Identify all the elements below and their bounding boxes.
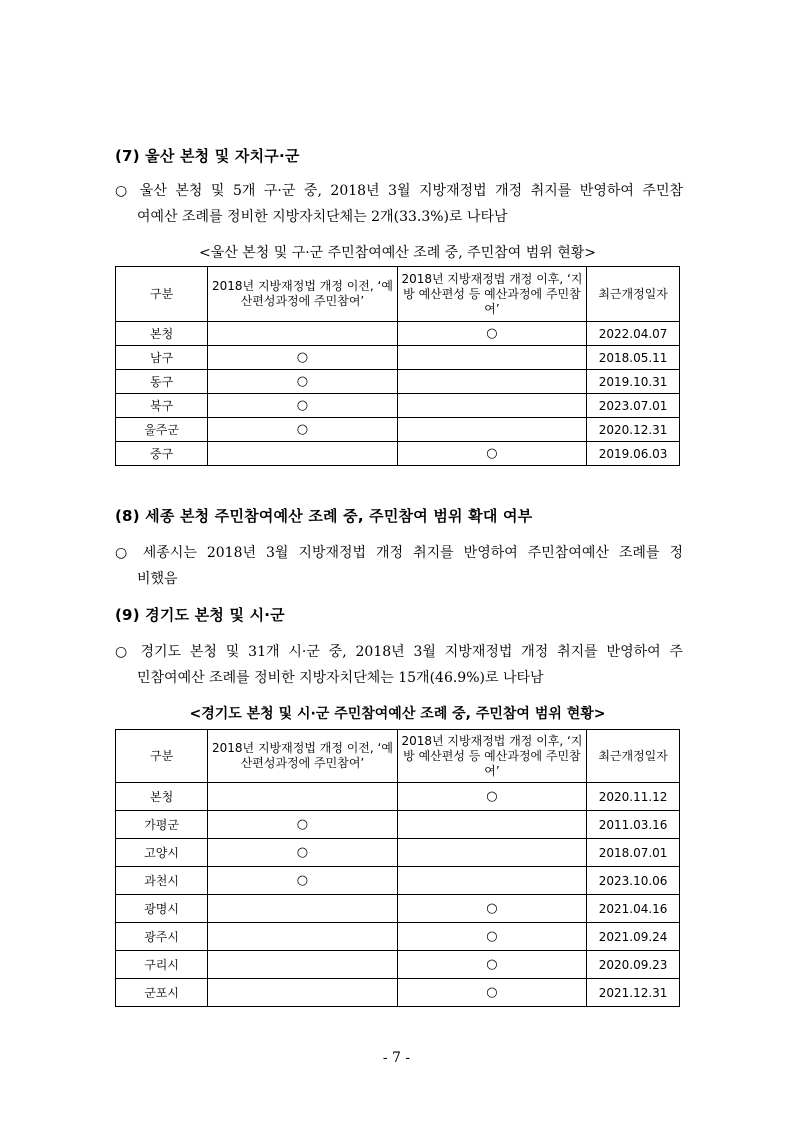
section-9-line-1: 경기도 본청 및 31개 시·군 중, 2018년 3월 지방재정법 개정 취지를 반영하여 주	[140, 644, 684, 660]
col-header-after: 2018년 지방재정법 개정 이후, ‘지방 예산편성 등 예산과정에 주민참여’	[397, 730, 586, 783]
cell-after-mark	[397, 418, 586, 442]
section-7-line-2: 여예산 조례를 정비한 지방자치단체는 2개(33.3%)로 나타남	[137, 209, 508, 225]
cell-before-mark: ○	[208, 811, 397, 839]
table-1-caption: <울산 본청 및 구·군 주민참여예산 조례 중, 주민참여 범위 현황>	[199, 245, 596, 261]
cell-after-mark: ○	[397, 783, 586, 811]
section-8-line-1: 세종시는 2018년 3월 지방재정법 개정 취지를 반영하여 주민참여예산 조례를 정	[142, 545, 683, 561]
cell-category: 북구	[116, 394, 208, 418]
cell-category: 중구	[116, 442, 208, 466]
col-header-after: 2018년 지방재정법 개정 이후, ‘지방 예산편성 등 예산과정에 주민참여’	[397, 267, 586, 322]
cell-after-mark: ○	[397, 979, 586, 1007]
cell-after-mark: ○	[397, 951, 586, 979]
cell-revision-date: 2020.11.12	[587, 783, 680, 811]
section-7-heading: (7) 울산 본청 및 자치구·군	[115, 147, 300, 165]
cell-revision-date: 2018.05.11	[587, 346, 680, 370]
cell-before-mark: ○	[208, 867, 397, 895]
ulsan-table	[115, 266, 680, 466]
cell-category: 본청	[116, 322, 208, 346]
col-header-date: 최근개정일자	[587, 267, 680, 322]
section-9-heading: (9) 경기도 본청 및 시·군	[115, 606, 285, 624]
col-header-before: 2018년 지방재정법 개정 이전, ‘예산편성과정에 주민참여’	[208, 730, 397, 783]
section-9-paragraph	[115, 639, 683, 691]
section-8-heading: (8) 세종 본청 주민참여예산 조례 중, 주민참여 범위 확대 여부	[115, 507, 533, 525]
cell-before-mark: ○	[208, 418, 397, 442]
page-number: - 7 -	[382, 1050, 411, 1066]
cell-revision-date: 2019.06.03	[587, 442, 680, 466]
cell-category: 동구	[116, 370, 208, 394]
bullet-circle: ○	[115, 183, 132, 199]
cell-before-mark: ○	[208, 839, 397, 867]
cell-revision-date: 2020.09.23	[587, 951, 680, 979]
cell-revision-date: 2019.10.31	[587, 370, 680, 394]
table-row	[116, 442, 680, 466]
cell-after-mark: ○	[397, 442, 586, 466]
table-row	[116, 370, 680, 394]
cell-revision-date: 2022.04.07	[587, 322, 680, 346]
cell-category: 군포시	[116, 979, 208, 1007]
table-row	[116, 783, 680, 811]
gyeonggi-table	[115, 729, 680, 1007]
cell-before-mark	[208, 442, 397, 466]
cell-after-mark	[397, 394, 586, 418]
cell-category: 광명시	[116, 895, 208, 923]
cell-before-mark	[208, 783, 397, 811]
cell-before-mark: ○	[208, 346, 397, 370]
cell-revision-date: 2023.07.01	[587, 394, 680, 418]
cell-revision-date: 2021.12.31	[587, 979, 680, 1007]
cell-revision-date: 2011.03.16	[587, 811, 680, 839]
table-row	[116, 923, 680, 951]
table-row	[116, 839, 680, 867]
table-row	[116, 394, 680, 418]
cell-category: 울주군	[116, 418, 208, 442]
cell-category: 가평군	[116, 811, 208, 839]
cell-category: 고양시	[116, 839, 208, 867]
section-7-line-1: 울산 본청 및 5개 구·군 중, 2018년 3월 지방재정법 개정 취지를 반영하여 주민참	[139, 183, 683, 199]
bullet-circle: ○	[115, 545, 133, 561]
cell-revision-date: 2021.04.16	[587, 895, 680, 923]
table-row	[116, 951, 680, 979]
table-row	[116, 346, 680, 370]
cell-category: 본청	[116, 783, 208, 811]
cell-after-mark: ○	[397, 923, 586, 951]
cell-before-mark	[208, 895, 397, 923]
cell-revision-date: 2020.12.31	[587, 418, 680, 442]
table-2-caption: <경기도 본청 및 시·군 주민참여예산 조례 중, 주민참여 범위 현황>	[189, 706, 606, 722]
cell-category: 과천시	[116, 867, 208, 895]
cell-after-mark	[397, 839, 586, 867]
section-8-paragraph	[115, 540, 683, 592]
col-header-before: 2018년 지방재정법 개정 이전, ‘예산편성과정에 주민참여’	[208, 267, 397, 322]
cell-after-mark	[397, 370, 586, 394]
cell-category: 남구	[116, 346, 208, 370]
col-header-category: 구분	[116, 730, 208, 783]
cell-before-mark	[208, 979, 397, 1007]
col-header-category: 구분	[116, 267, 208, 322]
cell-after-mark	[397, 811, 586, 839]
bullet-circle: ○	[115, 644, 132, 660]
section-7-paragraph	[115, 178, 683, 230]
cell-category: 구리시	[116, 951, 208, 979]
cell-category: 광주시	[116, 923, 208, 951]
table-row	[116, 418, 680, 442]
section-8-line-2: 비했음	[137, 571, 178, 587]
table-row	[116, 979, 680, 1007]
cell-before-mark: ○	[208, 370, 397, 394]
cell-after-mark	[397, 346, 586, 370]
cell-revision-date: 2023.10.06	[587, 867, 680, 895]
cell-after-mark: ○	[397, 322, 586, 346]
cell-before-mark	[208, 923, 397, 951]
col-header-date: 최근개정일자	[587, 730, 680, 783]
section-9-line-2: 민참여예산 조례를 정비한 지방자치단체는 15개(46.9%)로 나타남	[137, 670, 544, 686]
cell-before-mark	[208, 951, 397, 979]
cell-before-mark	[208, 322, 397, 346]
table-row	[116, 895, 680, 923]
cell-revision-date: 2018.07.01	[587, 839, 680, 867]
table-row	[116, 811, 680, 839]
table-row	[116, 867, 680, 895]
table-row	[116, 322, 680, 346]
cell-after-mark: ○	[397, 895, 586, 923]
cell-revision-date: 2021.09.24	[587, 923, 680, 951]
cell-before-mark: ○	[208, 394, 397, 418]
cell-after-mark	[397, 867, 586, 895]
